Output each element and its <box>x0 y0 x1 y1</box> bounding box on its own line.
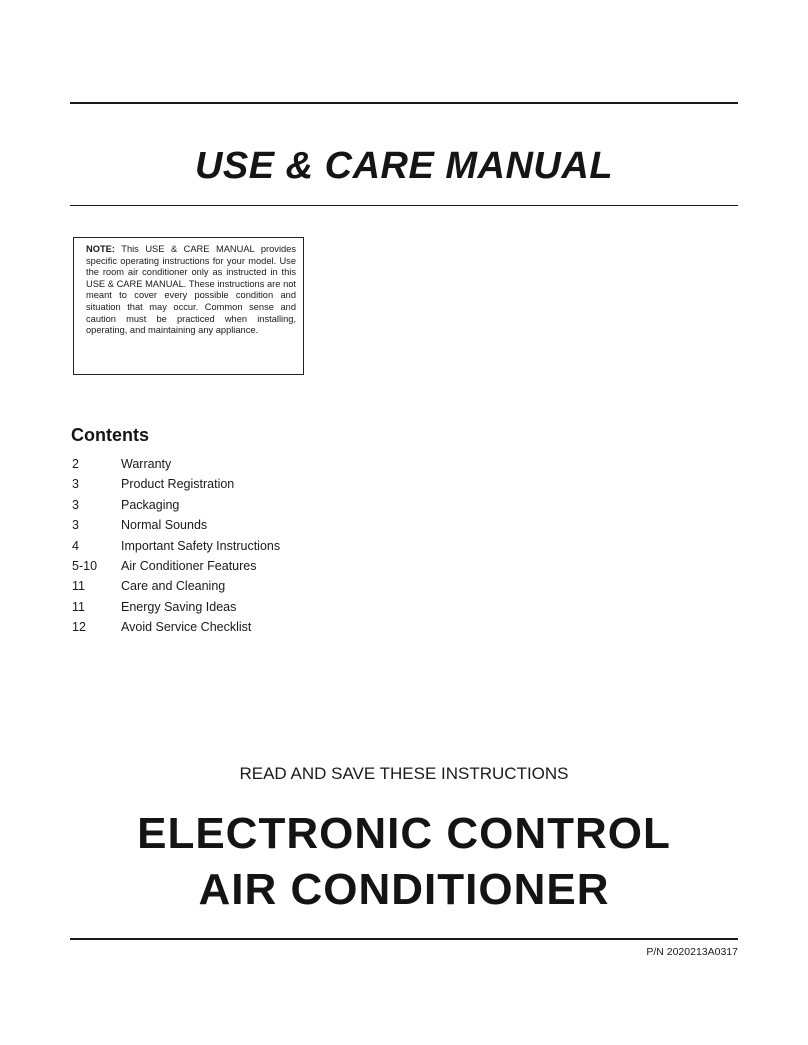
toc-item-packaging[interactable] <box>72 495 280 515</box>
top-rule <box>70 102 738 104</box>
bottom-rule <box>70 938 738 940</box>
toc-page-number: 4 <box>72 538 79 553</box>
product-title-line-2: AIR CONDITIONER <box>198 865 610 914</box>
toc-item-care-cleaning[interactable] <box>72 576 280 596</box>
product-title <box>70 806 738 918</box>
table-of-contents <box>72 454 280 638</box>
toc-title: Energy Saving Ideas <box>121 599 237 614</box>
note-label: NOTE: <box>86 244 115 254</box>
manual-title: USE & CARE MANUAL <box>194 145 614 187</box>
toc-page-number: 12 <box>72 620 86 635</box>
contents-heading: Contents <box>71 425 149 445</box>
toc-item-normal-sounds[interactable] <box>72 515 280 535</box>
product-title-line-1: ELECTRONIC CONTROL <box>137 809 671 858</box>
toc-page-number: 11 <box>72 579 85 594</box>
note-text: This USE & CARE MANUAL provides specific operating instructions for your model. Use the room air conditioner only as instructed in this USE & CARE MANUAL. These instructions are not meant to cover every possible condition and situation that may occur. Common sense and caution must be practiced when installing, operating, and maintaining any appliance. <box>86 244 297 336</box>
toc-title: Warranty <box>121 457 172 471</box>
toc-title: Avoid Service Checklist <box>121 620 252 635</box>
toc-page-number: 3 <box>72 497 79 512</box>
toc-title: Product Registration <box>121 477 235 492</box>
toc-item-product-registration[interactable] <box>72 474 280 494</box>
title-underline-rule <box>70 205 738 206</box>
toc-item-warranty[interactable] <box>72 454 280 474</box>
toc-page-number: 11 <box>72 599 85 614</box>
toc-page-number: 3 <box>72 477 79 492</box>
toc-title: Care and Cleaning <box>121 579 226 594</box>
toc-item-energy-saving[interactable] <box>72 597 280 617</box>
read-save-notice: READ AND SAVE THESE INSTRUCTIONS <box>239 764 569 783</box>
toc-title: Packaging <box>121 497 180 512</box>
toc-item-safety-instructions[interactable] <box>72 536 280 556</box>
toc-title: Important Safety Instructions <box>121 538 281 553</box>
toc-title: Air Conditioner Features <box>121 558 257 573</box>
toc-page-number: 3 <box>72 518 79 533</box>
toc-item-features[interactable] <box>72 556 280 576</box>
note-box <box>73 237 304 375</box>
toc-page-number: 5-10 <box>72 558 98 573</box>
toc-page-number: 2 <box>72 457 79 471</box>
toc-item-service-checklist[interactable] <box>72 617 280 637</box>
toc-title: Normal Sounds <box>121 518 208 533</box>
part-number: P/N 2020213A0317 <box>646 946 738 958</box>
